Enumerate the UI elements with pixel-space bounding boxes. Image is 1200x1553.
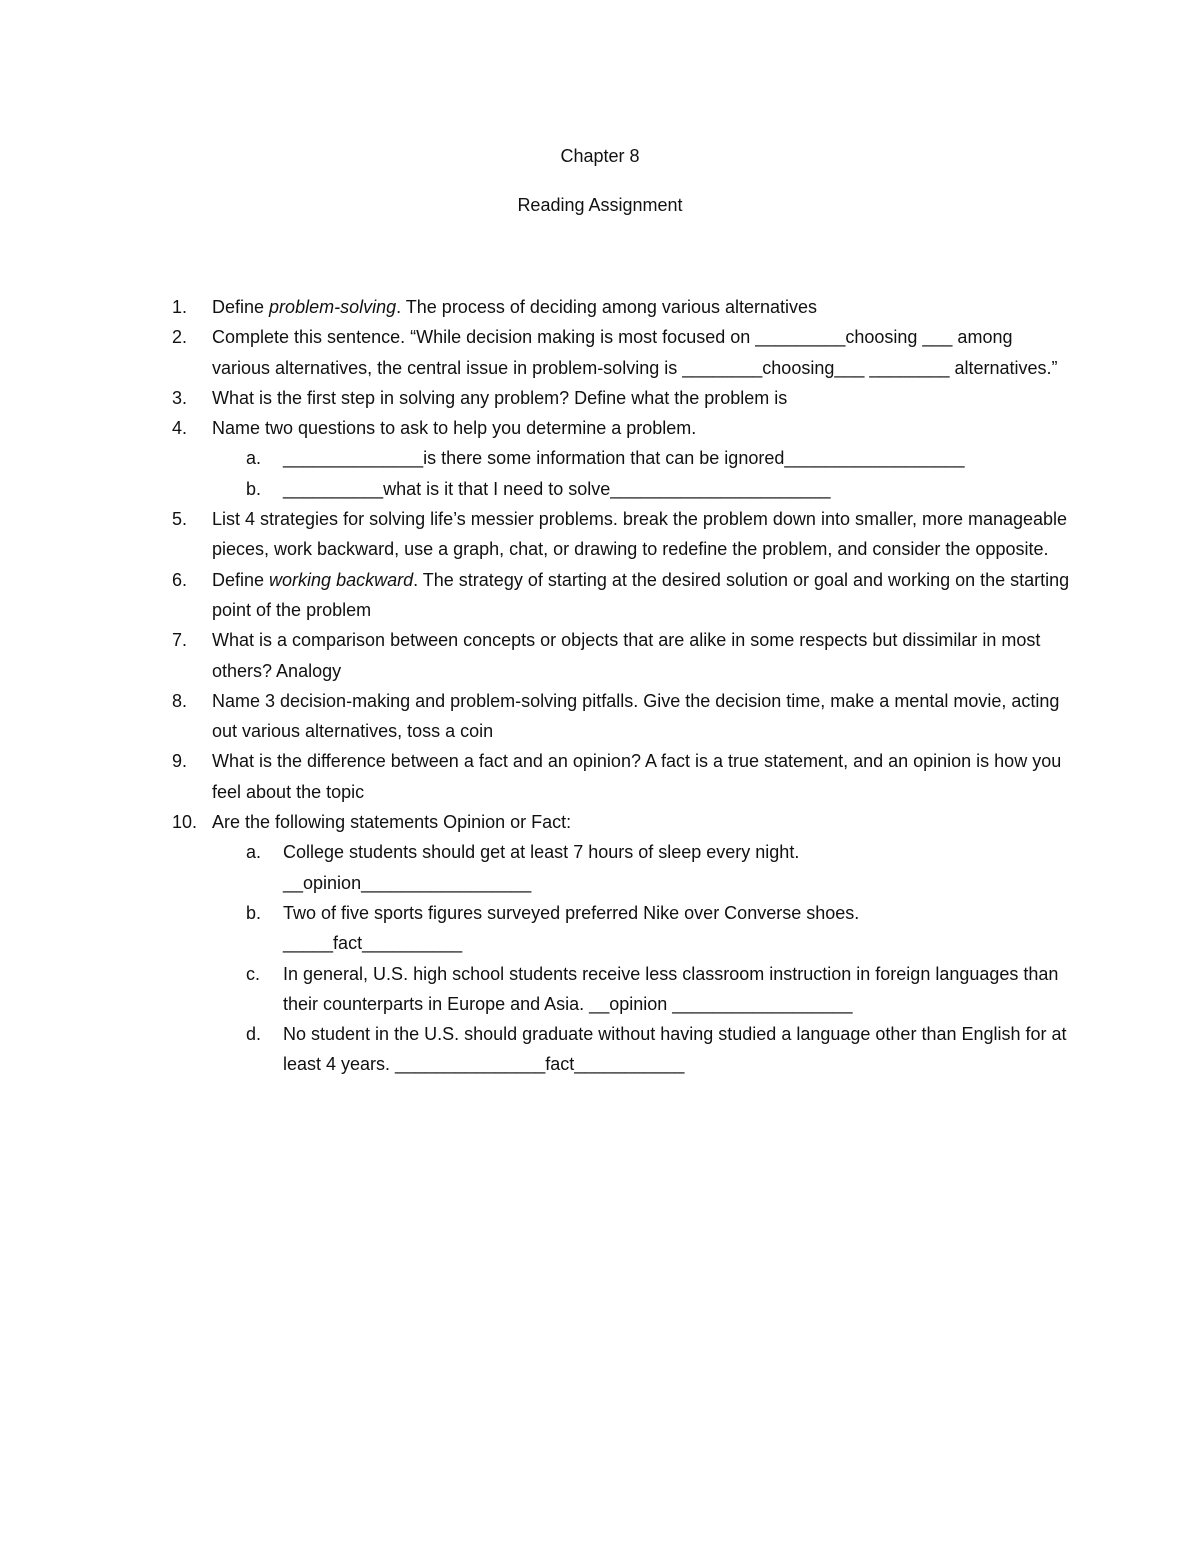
sub-item-4a — [0, 443, 1200, 473]
question-number: 4. — [172, 418, 188, 439]
sub-item-10c — [0, 959, 1200, 1020]
question-text: Name 3 decision-making and problem-solving pitfalls. Give the decision time, make a mental movie, acting out various alternatives, toss a coin — [212, 690, 1060, 742]
question-item-5 — [0, 504, 1200, 565]
sub-item-text: In general, U.S. high school students receive less classroom instruction in foreign languages than their counterparts in Europe and Asia. __opinion __________________ — [283, 963, 1059, 1014]
question-item-7 — [0, 625, 1200, 686]
sub-item-letter: a. — [246, 448, 262, 469]
question-number: 10. — [172, 812, 198, 833]
sub-item-text: ______________is there some information that can be ignored__________________ — [283, 448, 965, 469]
page-subtitle: Reading Assignment — [517, 195, 683, 215]
question-number: 1. — [172, 297, 188, 317]
sub-item-letter: b. — [246, 478, 262, 499]
question-item-3 — [0, 383, 1200, 413]
question-text: Name two questions to ask to help you determine a problem. — [212, 418, 697, 439]
emphasized-term: working backward — [269, 569, 414, 590]
question-number: 5. — [172, 509, 188, 530]
question-number: 7. — [172, 630, 188, 651]
answer-line: __opinion_________________ — [283, 872, 532, 893]
question-number: 6. — [172, 569, 188, 590]
sub-item-10d — [0, 1019, 1200, 1080]
question-item-1 — [0, 292, 1200, 322]
question-number: 9. — [172, 751, 188, 772]
sub-item-10b — [0, 898, 1200, 959]
question-text: Define problem-solving. The process of deciding among various alternatives — [212, 297, 818, 317]
question-list — [0, 292, 1200, 1080]
question-item-6 — [0, 565, 1200, 626]
sub-item-10a — [0, 837, 1200, 898]
sub-item-text: __________what is it that I need to solve______________________ — [283, 478, 831, 499]
question-text: Define working backward. The strategy of starting at the desired solution or goal and working on the starting point of the problem — [212, 569, 1070, 620]
question-text: What is a comparison between concepts or objects that are alike in some respects but dissimilar in most others? Analogy — [212, 630, 1041, 681]
page-title: Chapter 8 — [560, 146, 640, 166]
sub-item-text: No student in the U.S. should graduate without having studied a language other than English for at least 4 years. _______________fact___________ — [283, 1024, 1067, 1075]
question-number: 3. — [172, 387, 188, 408]
sub-item-letter: d. — [246, 1024, 262, 1045]
question-number: 8. — [172, 690, 188, 711]
question-item-2 — [0, 322, 1200, 383]
question-number: 2. — [172, 327, 188, 348]
question-text: Complete this sentence. “While decision making is most focused on _________choosing ___ among various alternatives, the central issue in problem-solving is ________choosing___ ________ alternatives.” — [212, 327, 1058, 378]
sub-item-text: Two of five sports figures surveyed preferred Nike over Converse shoes. — [283, 902, 860, 923]
sub-item-letter: b. — [246, 902, 262, 923]
question-item-10 — [0, 807, 1200, 837]
sub-item-letter: a. — [246, 842, 262, 863]
question-text: List 4 strategies for solving life’s messier problems. break the problem down into smaller, more manageable pieces, work backward, use a graph, chat, or drawing to redefine the problem, and consider the opposite. — [212, 509, 1068, 560]
question-text: Are the following statements Opinion or Fact: — [212, 812, 572, 833]
question-text: What is the first step in solving any problem? Define what the problem is — [212, 387, 788, 408]
question-text: What is the difference between a fact and an opinion? A fact is a true statement, and an opinion is how you feel about the topic — [212, 751, 1062, 802]
answer-line: _____fact__________ — [283, 933, 463, 954]
question-item-9 — [0, 746, 1200, 807]
sub-item-4b — [0, 474, 1200, 504]
question-item-8 — [0, 686, 1200, 747]
emphasized-term: problem-solving — [269, 297, 397, 317]
sub-item-text: College students should get at least 7 hours of sleep every night. — [283, 842, 800, 863]
question-item-4 — [0, 413, 1200, 443]
sub-item-letter: c. — [246, 963, 261, 984]
